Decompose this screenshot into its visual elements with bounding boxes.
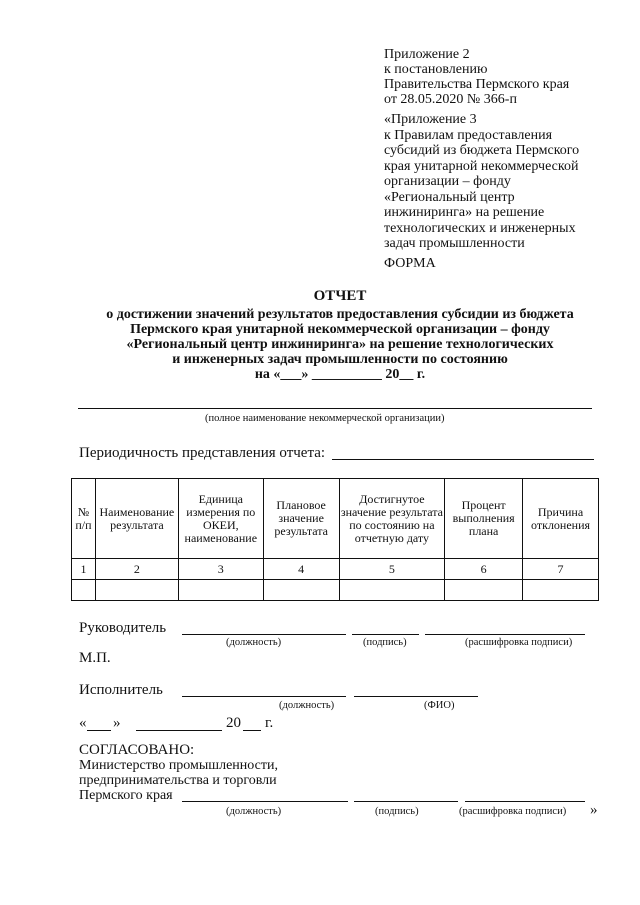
number-cell: 3 [178,559,263,580]
agreed-decoding-caption: (расшифровка подписи) [459,806,567,817]
appendix-line: от 28.05.2020 № 366-п [384,92,517,107]
rules-line: инжиниринга» на решение [384,205,545,220]
header-cell: Причина отклонения [523,479,599,559]
periodicity-line [332,459,594,460]
subtitle-line: и инженерных задач промышленности по состоянию [172,352,508,367]
header-cell: Наименование результата [95,479,178,559]
table-header-row [72,479,599,559]
empty-cell[interactable] [263,580,339,601]
org-name-line [78,408,592,409]
report-title: ОТЧЕТ [313,288,367,304]
ministry-line: Пермского края [79,788,173,803]
report-subtitle [0,307,640,382]
number-cell: 2 [95,559,178,580]
date-year-prefix: 20 [226,715,241,731]
executor-name-line [354,696,478,697]
date-year-line [243,730,261,731]
agreed-position-caption: (должность) [226,806,282,817]
agreed-signature-line [354,801,458,802]
executor-position-line [182,696,346,697]
agreed-label: СОГЛАСОВАНО: [79,742,195,758]
results-table [71,478,599,601]
executor-position-caption: (должность) [279,700,335,711]
head-signature-caption: (подпись) [363,637,407,648]
table-row [72,580,599,601]
appendix-line: Приложение 2 [384,47,470,62]
rules-line: организации – фонду [384,174,511,189]
appendix-block [384,47,569,107]
empty-cell[interactable] [72,580,96,601]
executor-label: Исполнитель [79,682,163,698]
appendix-rules-block [384,112,579,252]
date-open-quote: « [79,715,87,731]
agreed-decoding-line [465,801,585,802]
agreed-signature-caption: (подпись) [375,806,419,817]
number-cell: 6 [445,559,523,580]
empty-cell[interactable] [445,580,523,601]
rules-line: края унитарной некоммерческой [384,158,579,174]
form-label: ФОРМА [384,256,436,271]
head-label: Руководитель [79,620,167,636]
head-decoding-caption: (расшифровка подписи) [465,637,573,648]
subtitle-line: «Региональный центр инжиниринга» на решение технологических [126,337,554,352]
table-number-row [72,559,599,580]
executor-name-caption: (ФИО) [424,700,455,711]
empty-cell[interactable] [339,580,445,601]
org-name-caption: (полное наименование некоммерческой организации) [205,413,445,424]
ministry-line: Министерство промышленности, [79,758,278,773]
header-cell: Плановое значение результата [263,479,339,559]
rules-line: задач промышленности [384,236,525,251]
stamp-label: М.П. [79,650,111,666]
header-cell: № п/п [72,479,96,559]
head-position-line [182,634,346,635]
date-day-line [87,730,111,731]
empty-cell[interactable] [95,580,178,601]
head-decoding-line [425,634,585,635]
subtitle-line: о достижении значений результатов предоставления субсидии из бюджета [106,307,574,322]
rules-line: к Правилам предоставления [384,127,553,143]
head-position-caption: (должность) [226,637,282,648]
subtitle-line: на «___» __________ 20__ г. [254,367,426,382]
periodicity-label: Периодичность представления отчета: [79,445,326,461]
header-cell: Процент выполнения плана [445,479,523,559]
empty-cell[interactable] [178,580,263,601]
date-year-suffix: г. [265,715,274,731]
number-cell: 1 [72,559,96,580]
date-month-line [136,730,222,731]
agreed-position-line [182,801,348,802]
ministry-block [79,758,278,803]
appendix-line: Правительства Пермского края [384,77,570,92]
rules-line: «Региональный центр [384,189,515,205]
ministry-line: предпринимательства и торговли [79,773,277,788]
subtitle-line: Пермского края унитарной некоммерческой организации – фонду [130,322,550,337]
number-cell: 4 [263,559,339,580]
number-cell: 7 [523,559,599,580]
rules-line: «Приложение 3 [384,112,477,127]
appendix-line: к постановлению [384,62,488,77]
header-cell: Единица измерения по ОКЕИ, наименование [178,479,263,559]
rules-line: субсидий из бюджета Пермского [384,143,580,158]
head-signature-line [352,634,419,635]
empty-cell[interactable] [523,580,599,601]
closing-quote: » [590,802,598,818]
rules-line: технологических и инженерных [384,220,576,236]
date-close-quote: » [113,715,121,731]
header-cell: Достигнутое значение результата по состоянию на отчетную дату [339,479,445,559]
number-cell: 5 [339,559,445,580]
